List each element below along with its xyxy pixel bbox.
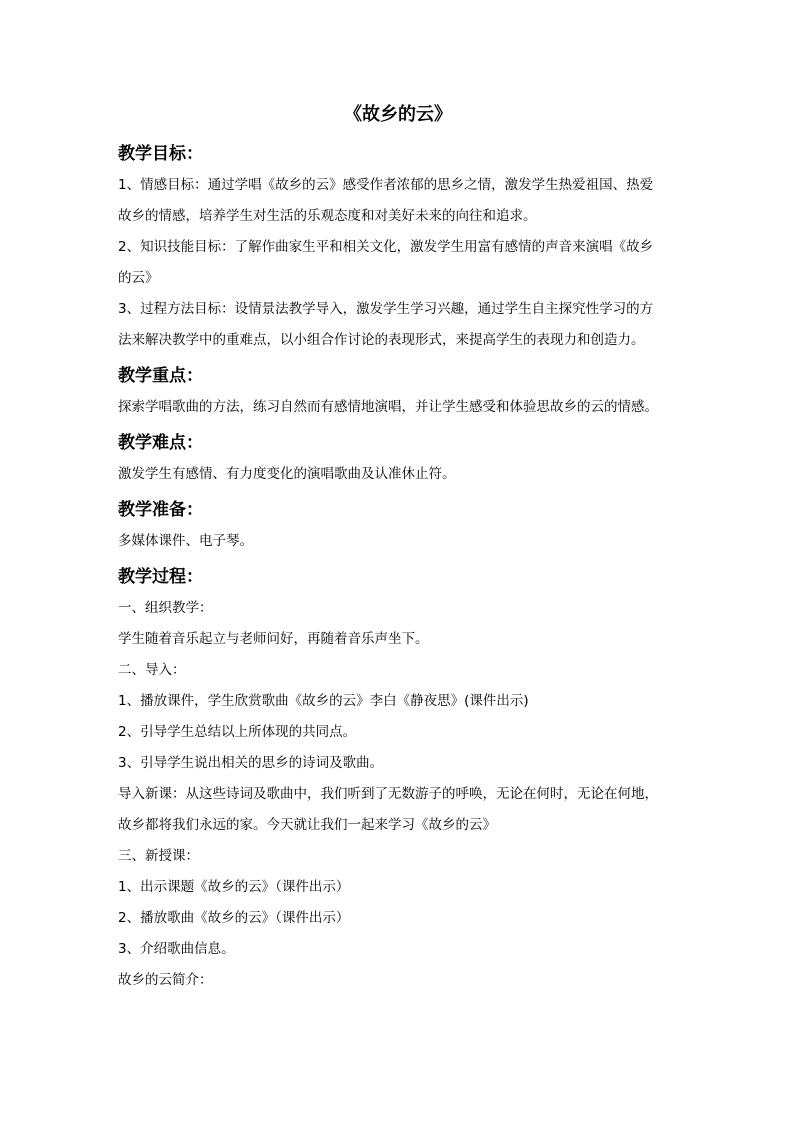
document-page: [118, 100, 678, 996]
document-title: 《故乡的云》: [344, 104, 452, 125]
objective-line: 2、知识技能目标：了解作曲家生平和相关文化，激发学生用富有感情的声音来演唱《故乡: [118, 239, 654, 255]
process-line: 1、播放课件，学生欣赏歌曲《故乡的云》李白《静夜思》(课件出示): [118, 693, 529, 709]
heading-preparation: 教学准备：: [118, 500, 203, 520]
process-line: 故乡的云简介：: [118, 972, 213, 988]
objective-line: 的云》: [118, 270, 159, 286]
process-line: 1、出示课题《故乡的云》（课件出示）: [118, 879, 350, 895]
process-line: 2、播放歌曲《故乡的云》（课件出示）: [118, 910, 350, 926]
process-line: 二、导入：: [118, 662, 186, 678]
process-line: 3、介绍歌曲信息。: [118, 941, 235, 957]
heading-objectives: 教学目标：: [118, 144, 203, 164]
difficulties-text: 激发学生有感情、有力度变化的演唱歌曲及认准休止符。: [118, 466, 456, 482]
process-line: 3、引导学生说出相关的思乡的诗词及歌曲。: [118, 755, 384, 771]
process-line: 三、新授课：: [118, 848, 199, 864]
key-points-text: 探索学唱歌曲的方法，练习自然而有感情地演唱，并让学生感受和体验思故乡的云的情感。: [118, 399, 658, 415]
process-line: 学生随着音乐起立与老师问好，再随着音乐声坐下。: [118, 631, 429, 647]
process-line: 故乡都将我们永远的家。今天就让我们一起来学习《故乡的云》: [118, 817, 496, 833]
objective-line: 法来解决教学中的重难点，以小组合作讨论的表现形式，来提高学生的表现力和创造力。: [118, 332, 645, 348]
heading-difficulties: 教学难点：: [118, 433, 203, 453]
process-line: 导入新课：从这些诗词及歌曲中，我们听到了无数游子的呼唤，无论在何时，无论在何地，: [118, 786, 658, 802]
preparation-text: 多媒体课件、电子琴。: [118, 533, 253, 549]
objective-line: 1、情感目标：通过学唱《故乡的云》感受作者浓郁的思乡之情，激发学生热爱祖国、热爱: [118, 177, 654, 193]
process-line: 2、引导学生总结以上所体现的共同点。: [118, 724, 357, 740]
heading-process: 教学过程：: [118, 567, 203, 587]
process-line: 一、组织教学：: [118, 600, 213, 616]
objective-line: 故乡的情感，培养学生对生活的乐观态度和对美好未来的向往和追求。: [118, 208, 537, 224]
objective-line: 3、过程方法目标：设情景法教学导入，激发学生学习兴趣，通过学生自主探究性学习的方: [118, 301, 654, 317]
heading-key-points: 教学重点：: [118, 366, 203, 386]
